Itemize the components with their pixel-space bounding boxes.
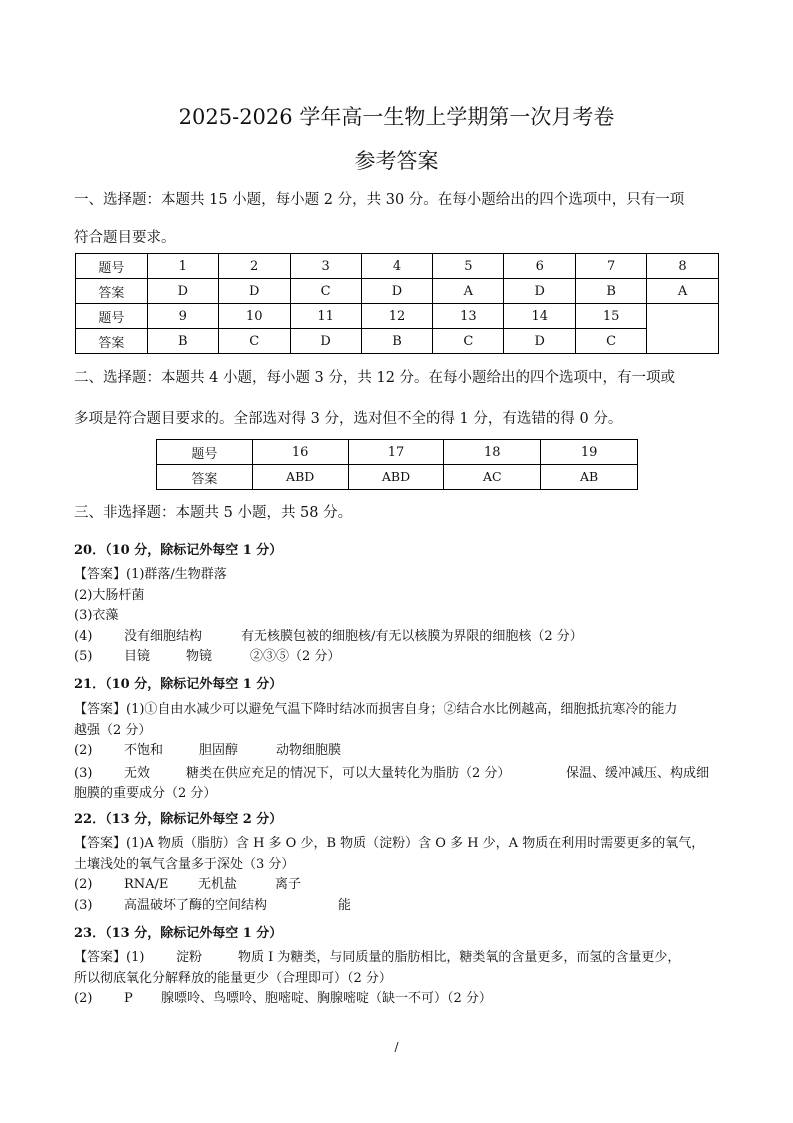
section2-instruction-cont: 多项是符合题目要求的。全部选对得 3 分，选对但不全的得 1 分，有选错的得 0 分。 (74, 411, 623, 427)
answer-number: (2) (74, 743, 93, 758)
section3-instruction: 三、非选择题：本题共 5 小题，共 58 分。 (74, 505, 353, 521)
answer-line: 越强（2 分） (74, 722, 152, 738)
answer-line: 【答案】(1)A 物质（脂肪）含 H 多 O 少，B 物质（淀粉）含 O 多 H 少，A 物质在利用时需要更多的氧气， (74, 836, 705, 851)
q21-heading: 21．（10 分，除标记外每空 1 分） (74, 677, 283, 692)
table-cell: D (504, 279, 576, 304)
table-cell: 9 (147, 304, 218, 329)
row-label: 题号 (157, 440, 253, 465)
answer-blank: 保温、缓冲减压、构成细 (566, 765, 710, 781)
answer-line (74, 647, 724, 668)
answer-line: 【答案】(1)群落/生物群落 (74, 567, 227, 582)
answer-line: 土壤浅处的氧气含量多于深处（3 分） (74, 856, 295, 872)
page-number: / (394, 1040, 399, 1054)
answer-blank: 糖类在供应充足的情况下，可以大量转化为脂肪（2 分） (186, 765, 511, 781)
table-row (157, 440, 638, 465)
table-cell: D (290, 329, 361, 354)
answer-blank: 能 (338, 897, 352, 913)
table-cell: ABD (252, 465, 348, 490)
table-cell: 16 (252, 440, 348, 465)
answer-number: (2) (74, 877, 93, 892)
answer-blank: RNA/E (124, 877, 169, 892)
answer-blank: P (124, 991, 133, 1006)
table-cell: D (218, 279, 290, 304)
q22-answers (74, 834, 724, 916)
table-cell: D (361, 279, 433, 304)
row-label: 题号 (76, 304, 148, 329)
answer-line (74, 741, 724, 762)
table-cell: 2 (218, 254, 290, 279)
answer-line (74, 948, 724, 969)
answer-blank: 离子 (275, 877, 302, 892)
table-cell: 6 (504, 254, 576, 279)
answer-blank: 胆固醇 (199, 743, 239, 758)
answer-line: (2)大肠杆菌 (74, 587, 145, 603)
answer-blank: 动物细胞膜 (276, 743, 342, 758)
page-title: 2025-2026 学年高一生物上学期第一次月考卷 (178, 105, 615, 129)
table-cell: 13 (433, 304, 504, 329)
table-cell: 10 (218, 304, 290, 329)
table-cell: 18 (444, 440, 541, 465)
table-row (157, 465, 638, 490)
q23-answers (74, 948, 724, 1010)
table-cell: 8 (647, 254, 719, 279)
answer-blank: 物镜 (186, 649, 213, 664)
answer-blank: 无效 (124, 765, 151, 781)
section1-instruction-cont: 符合题目要求。 (74, 230, 176, 246)
table-cell: B (361, 329, 433, 354)
answer-blank: 没有细胞结构 (124, 628, 203, 644)
answer-number: (4) (74, 628, 93, 644)
answer-number: (5) (74, 649, 93, 664)
table-cell: AC (444, 465, 541, 490)
table-cell: A (647, 279, 719, 304)
answer-line: 胞膜的重要成分（2 分） (74, 786, 217, 801)
answer-line (74, 896, 724, 917)
answer-blank: 淀粉 (176, 950, 203, 965)
section1-instruction: 一、选择题：本题共 15 小题，每小题 2 分，共 30 分。在每小题给出的四个选项中，只有一项 (74, 192, 685, 208)
table-cell: B (147, 329, 218, 354)
answer-line: 所以彻底氧化分解释放的能量更少（合理即可）（2 分） (74, 970, 392, 986)
table-row (76, 279, 719, 304)
answer-blank: 无机盐 (198, 877, 238, 892)
table-cell: AB (541, 465, 638, 490)
answer-number: 【答案】(1) (74, 950, 145, 965)
row-label: 答案 (157, 465, 253, 490)
answer-table-1 (75, 253, 719, 354)
answer-line (74, 627, 724, 648)
table-cell: D (504, 329, 576, 354)
row-label: 答案 (76, 329, 148, 354)
answer-line (74, 989, 724, 1010)
table-cell: C (290, 279, 361, 304)
table-cell: 14 (504, 304, 576, 329)
table-cell: A (433, 279, 504, 304)
table-cell: 12 (361, 304, 433, 329)
row-label: 答案 (76, 279, 148, 304)
answer-blank: 不饱和 (124, 743, 164, 758)
table-cell: 4 (361, 254, 433, 279)
table-cell: C (433, 329, 504, 354)
table-cell: 5 (433, 254, 504, 279)
table-cell: D (147, 279, 218, 304)
answer-blank: ②③⑤（2 分） (250, 649, 341, 664)
table-row (76, 329, 719, 354)
table-cell: 15 (576, 304, 647, 329)
table-cell: 11 (290, 304, 361, 329)
table-row (76, 254, 719, 279)
answer-number: (2) (74, 991, 93, 1006)
row-label: 题号 (76, 254, 148, 279)
q20-heading: 20．（10 分，除标记外每空 1 分） (74, 543, 283, 558)
table-cell: 3 (290, 254, 361, 279)
section2-instruction: 二、选择题：本题共 4 小题，每小题 3 分，共 12 分。在每小题给出的四个选项中，有一项或 (74, 370, 676, 386)
answer-line (74, 875, 724, 896)
answer-table-2 (156, 439, 638, 490)
q20-answers (74, 565, 724, 668)
answer-line (74, 764, 724, 785)
table-cell: 19 (541, 440, 638, 465)
answer-blank: 有无核膜包被的细胞核/有无以核膜为界限的细胞核（2 分） (241, 628, 583, 644)
answer-line: 【答案】(1)①自由水减少可以避免气温下降时结冰而损害自身；②结合水比例越高，细胞抵抗寒冷的能力 (74, 702, 678, 717)
answer-blank: 高温破坏了酶的空间结构 (124, 897, 268, 913)
table-cell: C (576, 329, 647, 354)
answer-blank: 目镜 (124, 649, 151, 664)
answer-line: (3)衣藻 (74, 608, 119, 623)
q21-answers (74, 700, 724, 805)
q22-heading: 22．（13 分，除标记外每空 2 分） (74, 812, 283, 827)
table-cell: 17 (348, 440, 444, 465)
table-cell: 7 (576, 254, 647, 279)
answer-blank: 腺嘌呤、鸟嘌呤、胞嘧啶、胸腺嘧啶（缺一不可）（2 分） (161, 991, 492, 1006)
q23-heading: 23．（13 分，除标记外每空 1 分） (74, 926, 283, 941)
table-cell: C (218, 329, 290, 354)
table-cell: B (576, 279, 647, 304)
answer-number: (3) (74, 897, 93, 913)
table-cell: ABD (348, 465, 444, 490)
empty-cell (647, 304, 719, 354)
answer-blank: 物质 I 为糖类，与同质量的脂肪相比，糖类氧的含量更多，而氢的含量更少， (238, 950, 681, 965)
page-subtitle: 参考答案 (354, 149, 439, 173)
answer-number: (3) (74, 765, 93, 781)
table-row (76, 304, 719, 329)
table-cell: 1 (147, 254, 218, 279)
